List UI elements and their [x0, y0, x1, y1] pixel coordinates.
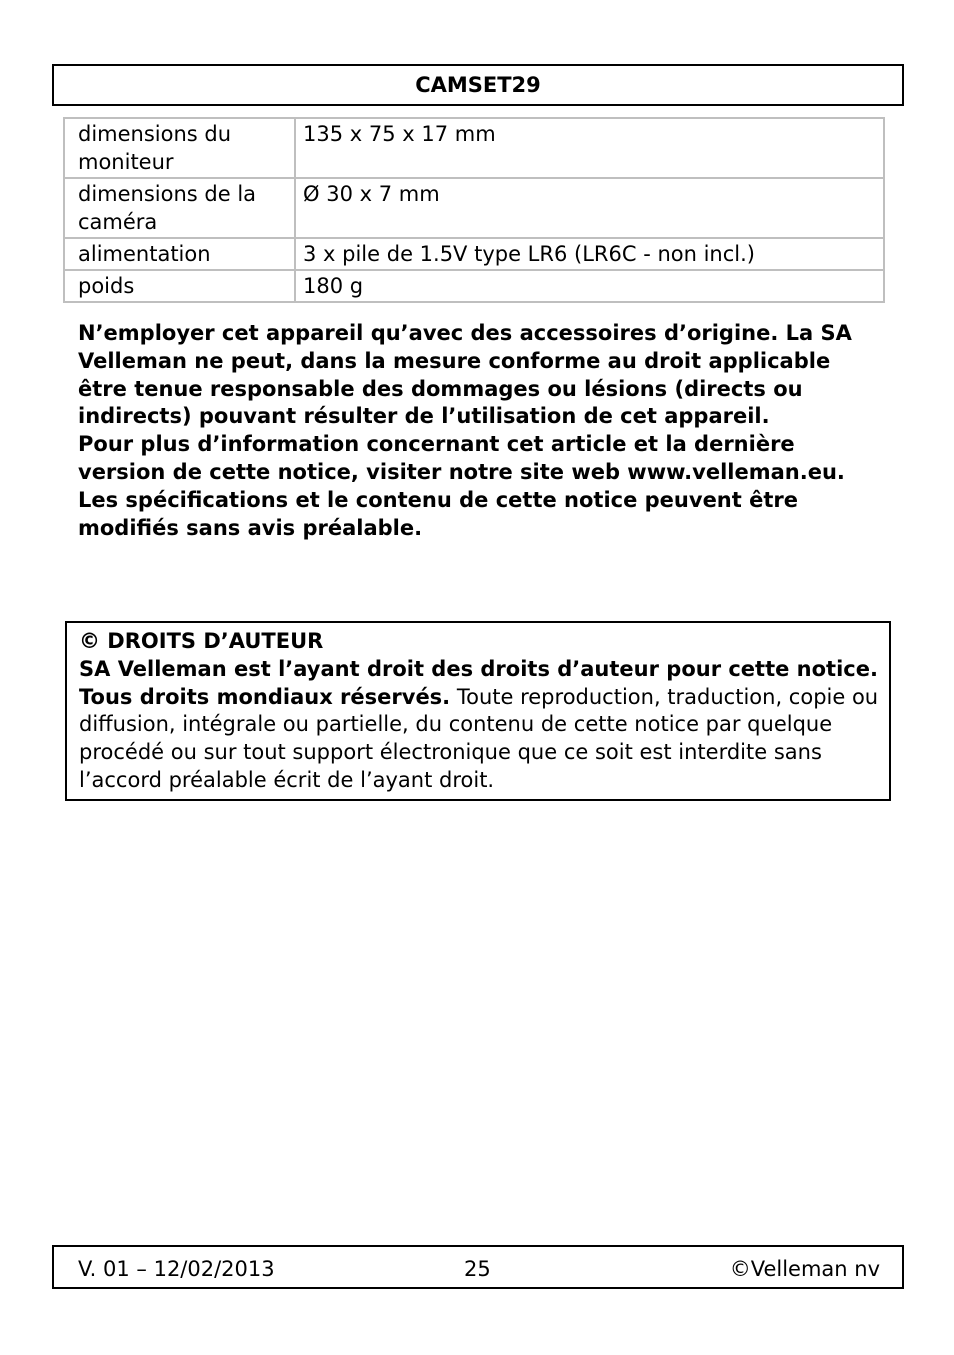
page-number: 25 [464, 1257, 491, 1281]
product-title: CAMSET29 [415, 73, 541, 97]
spec-value: 3 x pile de 1.5V type LR6 (LR6C - non incl.) [295, 238, 884, 270]
copyright-box [65, 621, 891, 801]
spec-label: alimentation [64, 238, 295, 270]
spec-value: 180 g [295, 270, 884, 302]
copyright-statement: SA Velleman est l’ayant droit des droits d’auteur pour cette notice. Tous droits mondiaux réservés. [79, 656, 878, 709]
document-footer [52, 1245, 904, 1289]
spec-value: 135 x 75 x 17 mm [295, 118, 884, 178]
spec-label: poids [64, 270, 295, 302]
version-date: V. 01 – 12/02/2013 [78, 1257, 275, 1281]
spec-label: dimensions de la caméra [64, 178, 295, 238]
spec-value: Ø 30 x 7 mm [295, 178, 884, 238]
notice-paragraph-accessories: N’employer cet appareil qu’avec des accessoires d’origine. La SA Velleman ne peut, dans la mesure conforme au droit applicable être tenue responsable des dommages ou lésions (directs ou indirects) pouvant résulter de l’utilisation de cet appareil. [78, 321, 852, 429]
spec-label: dimensions du moniteur [64, 118, 295, 178]
copyright-restrictions: Toute reproduction, traduction, copie ou diffusion, intégrale ou partielle, du contenu de cette notice par quelque procédé ou sur tout support électronique que ce soit est interdite sans l’accord préalable écrit de l’ayant droit. [79, 684, 879, 792]
specifications-table [63, 117, 885, 303]
notice-paragraph-information: Pour plus d’information concernant cet article et la dernière version de cette notice, visiter notre site web www.velleman.eu. [78, 432, 845, 484]
legal-notice [78, 320, 878, 542]
table-row [64, 178, 884, 238]
table-row [64, 270, 884, 302]
copyright-heading: © DROITS D’AUTEUR [79, 629, 324, 653]
footer-copyright: ©Velleman nv [729, 1257, 880, 1281]
table-row [64, 238, 884, 270]
table-row [64, 118, 884, 178]
document-header [52, 64, 904, 106]
notice-paragraph-specifications: Les spécifications et le contenu de cette notice peuvent être modifiés sans avis préalable. [78, 487, 798, 540]
